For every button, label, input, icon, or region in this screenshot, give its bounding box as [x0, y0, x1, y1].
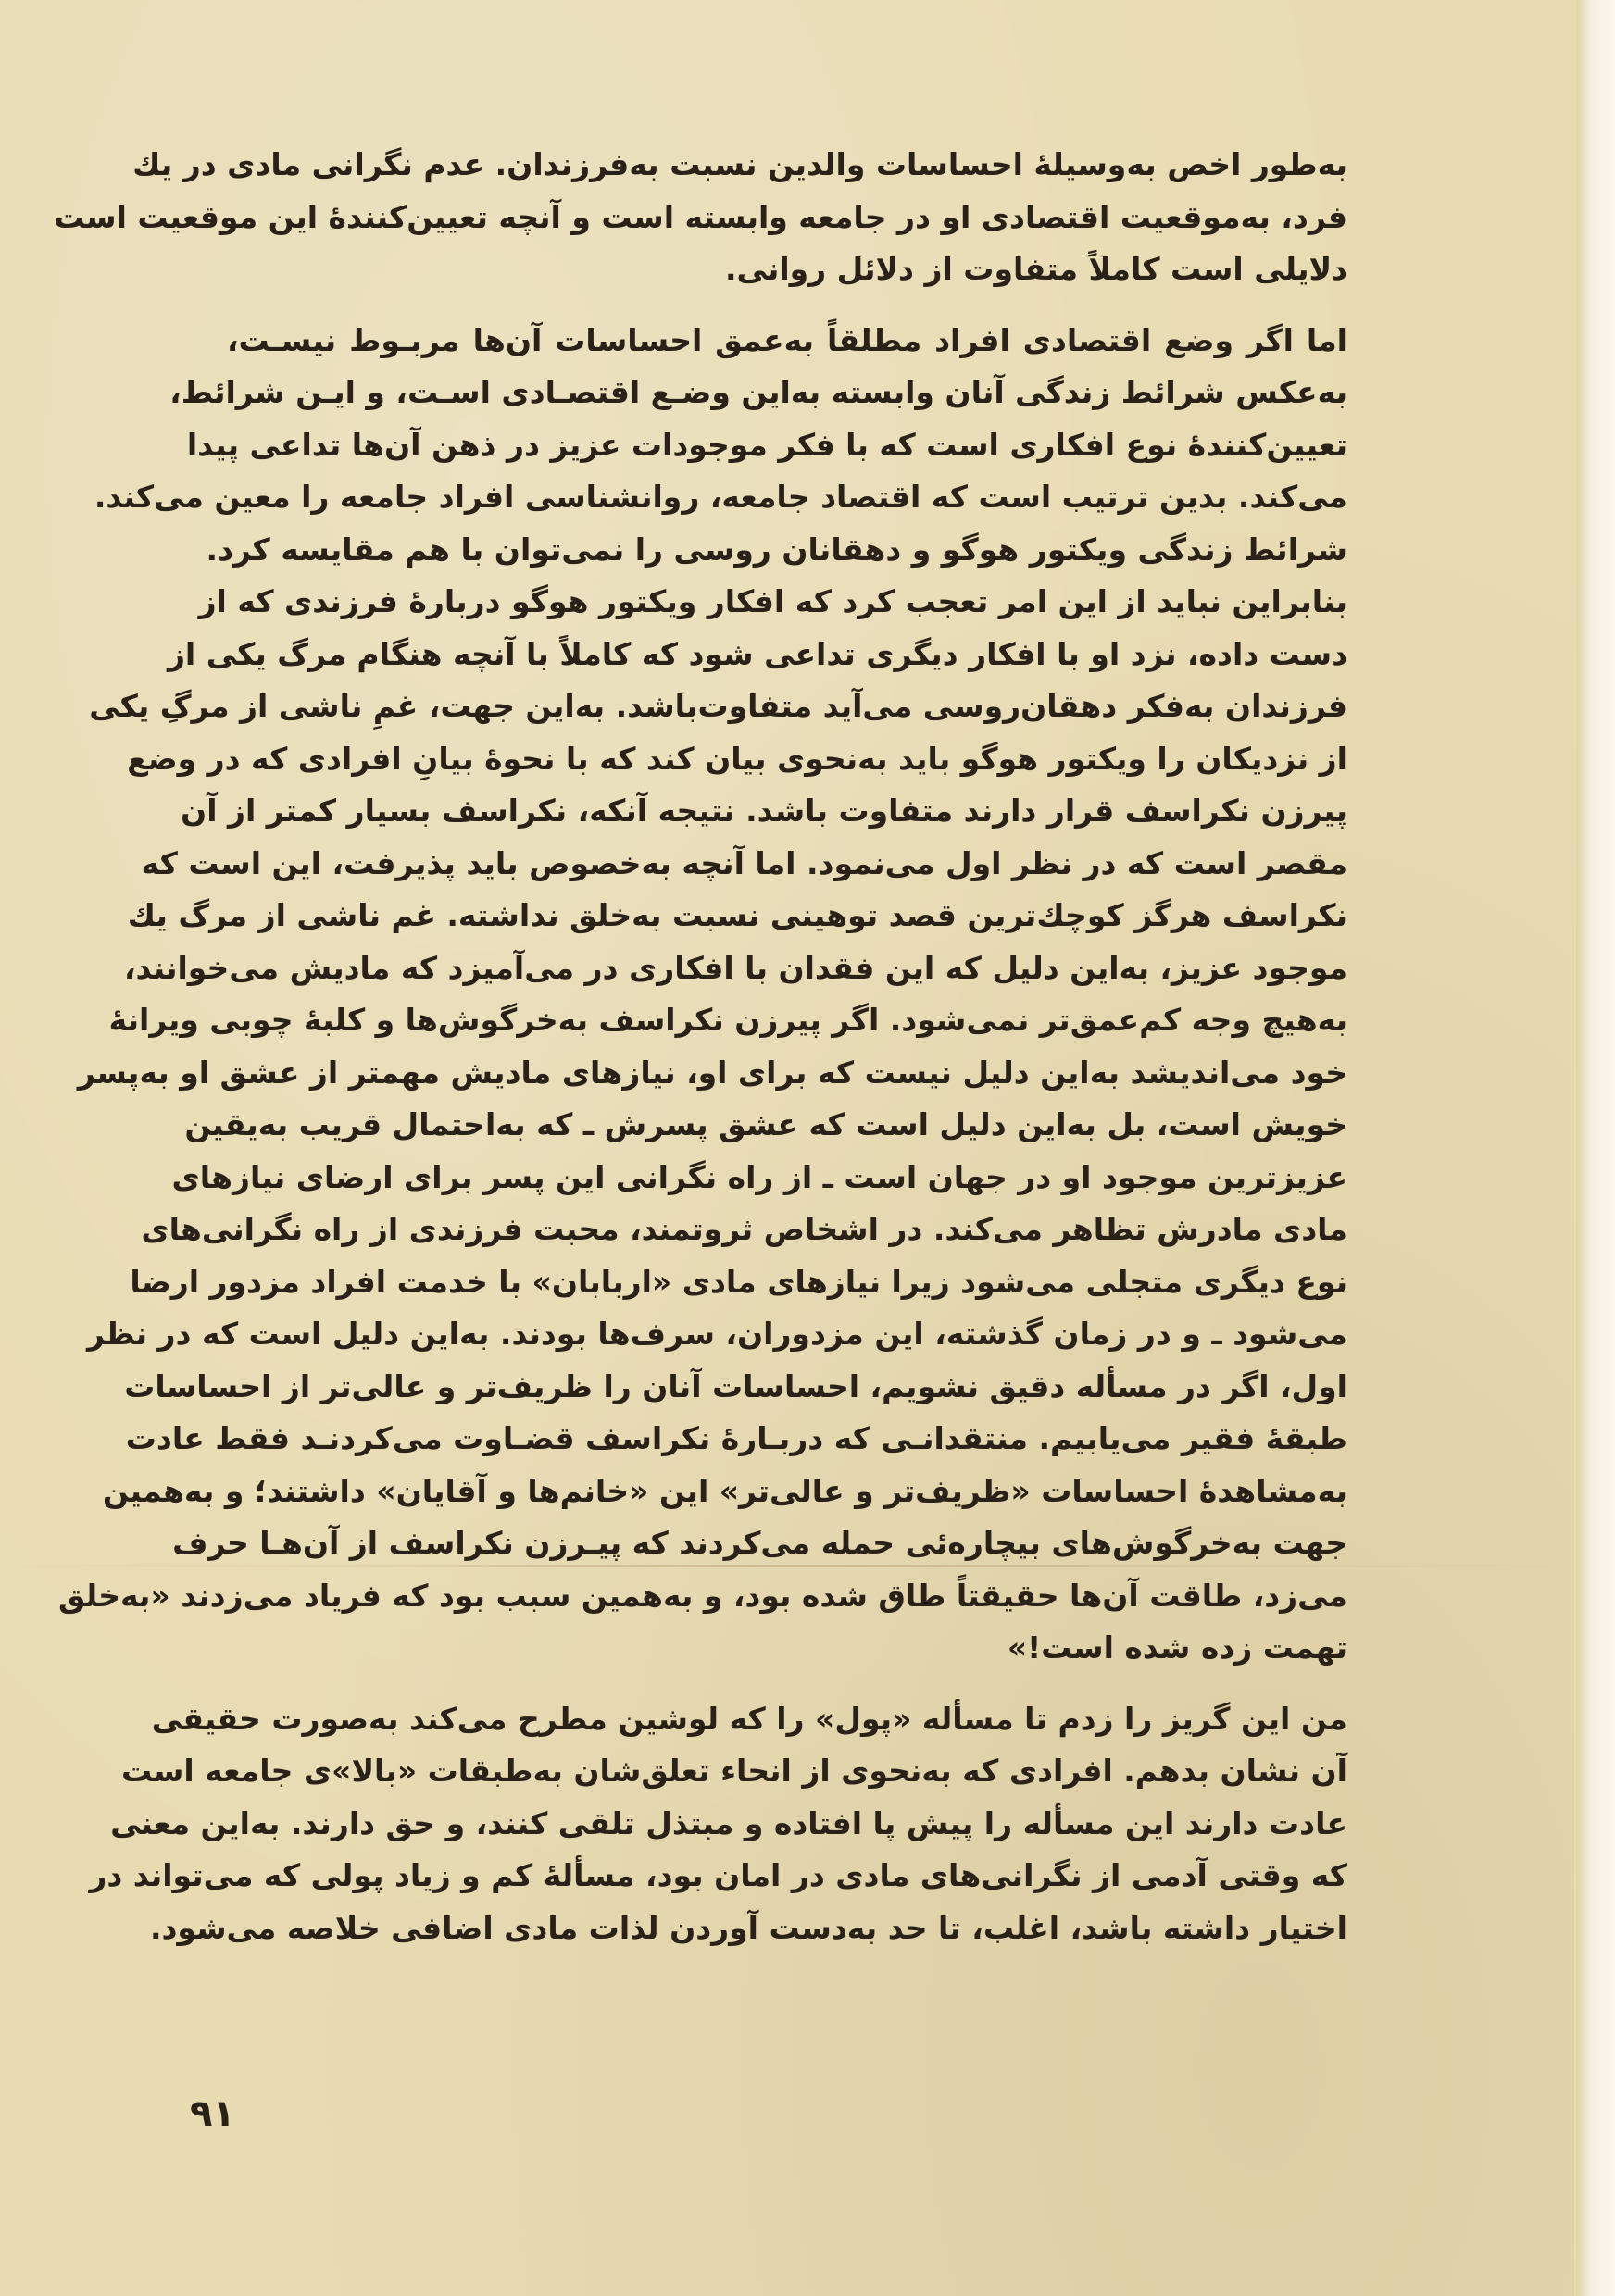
text-line: فرزندان به‌فکر دهقان‌روسی می‌آید متفاوت‌باشد. به‌این جهت، غمِ ناشی از مرگِ یکی — [89, 688, 1347, 724]
text-line: می‌شود ـ و در زمان گذشته، این مزدوران، سرف‌ها بودند. به‌این دلیل است که در نظر — [86, 1316, 1347, 1352]
text-line: من این گریز را زدم تا مسأله «پول» را که لوشین مطرح می‌کند به‌صورت حقیقی — [151, 1700, 1347, 1737]
scan-margin — [1576, 0, 1615, 2296]
paragraph-gap — [227, 296, 1347, 315]
text-line: آن نشان بدهم. افرادی که به‌نحوی از انحاء تعلق‌شان به‌طبقات «بالا»ی جامعه است — [120, 1753, 1347, 1789]
text-line: اما اگر وضع اقتصادی افراد مطلقاً به‌عمق احساسات آن‌ها مربـوط نیسـت، — [227, 321, 1347, 358]
text-line: مقصر است که در نظر اول می‌نمود. اما آنچه به‌خصوص باید پذیرفت، این است که — [141, 844, 1347, 881]
text-line: فرد، به‌موقعیت اقتصادی او در جامعه وابسته است و آنچه تعیین‌کنندهٔ این موقعیت است — [54, 198, 1347, 235]
text-line: نکراسف هرگز کوچك‌ترین قصد توهینی نسبت به‌خلق نداشته. غم ناشی از مرگ یك — [127, 897, 1347, 933]
text-line: پیرزن نکراسف قرار دارند متفاوت باشد. نتیجه آنکه، نکراسف بسیار کمتر از آن — [181, 792, 1347, 829]
text-line: که وقتی آدمی از نگرانی‌های مادی در امان بود، مسألهٔ کم و زیاد پولی که می‌تواند در — [89, 1857, 1347, 1893]
text-line: عزیزترین موجود او در جهان است ـ از راه نگرانی این پسر برای ارضای نیازهای — [171, 1158, 1347, 1195]
text-line: دلایلی است کاملاً متفاوت از دلائل روانی. — [725, 251, 1347, 287]
paragraph-gap — [227, 1675, 1347, 1693]
text-line: عادت دارند این مسأله را پیش پا افتاده و مبتذل تلقی کنند، و حق دارند. به‌این معنی — [110, 1804, 1347, 1841]
text-line: نوع دیگری متجلی می‌شود زیرا نیازهای مادی «اربابان» با خدمت افراد مزدور ارضا — [130, 1263, 1347, 1300]
text-line: خود می‌اندیشد به‌این دلیل نیست که برای او، نیازهای مادیش مهمتر از عشق او به‌پسر — [77, 1054, 1347, 1091]
text-line: شرائط زندگی ویکتور هوگو و دهقانان روسی را نمی‌توان با هم مقایسه کرد. — [206, 530, 1347, 568]
text-line: جهت به‌خرگوش‌های بیچاره‌ئی حمله می‌کردند که پیـرزن نکراسف از آن‌هـا حرف — [172, 1525, 1347, 1561]
body-text — [54, 139, 1347, 1954]
text-line: می‌زد، طاقت آن‌ها حقیقتاً طاق شده بود، و به‌همین سبب بود که فریاد می‌زدند «به‌خلق — [58, 1577, 1347, 1614]
text-line: خویش است، بل به‌این دلیل است که عشق پسرش ـ که به‌احتمال قریب به‌یقین — [184, 1106, 1347, 1142]
text-line: بنابراین نباید از این امر تعجب کرد که افکار ویکتور هوگو دربارهٔ فرزندی که از — [198, 583, 1347, 619]
text-line: به‌عکس شرائط زندگی آنان وابسته به‌این وضـع اقتصـادی اسـت، و ایـن شرائط، — [169, 374, 1347, 410]
page-number: ۹۱ — [190, 2092, 235, 2135]
text-line: تعیین‌کنندهٔ نوع افکاری است که با فکر موجودات عزیز در ذهن آن‌ها تداعی پیدا — [186, 426, 1347, 463]
text-line: به‌طور اخص به‌وسیلهٔ احساسات والدین نسبت به‌فرزندان. عدم نگرانی مادی در یك — [132, 146, 1347, 182]
text-line: دست داده، نزد او با افکار دیگری تداعی شود که کاملاً با آنچه هنگام مرگ یکی از — [167, 635, 1347, 672]
text-line: اول، اگر در مسأله دقیق نشویم، احساسات آنان را ظریف‌تر و عالی‌تر از احساسات — [124, 1367, 1347, 1404]
text-line: تهمت زده شده است!» — [1007, 1629, 1347, 1666]
text-line: اختیار داشته باشد، اغلب، تا حد به‌دست آوردن لذات مادی اضافی خلاصه می‌شود. — [149, 1909, 1347, 1946]
text-line: مادی مادرش تظاهر می‌کند. در اشخاص ثروتمند، محبت فرزندی از راه نگرانی‌های — [141, 1211, 1347, 1247]
text-line: موجود عزیز، به‌این دلیل که این فقدان با افکاری در می‌آمیزد که مادیش می‌خوانند، — [124, 949, 1347, 986]
text-line: به‌مشاهدهٔ احساسات «ظریف‌تر و عالی‌تر» این «خانم‌ها و آقایان» داشتند؛ و به‌همین — [102, 1472, 1347, 1509]
text-line: طبقهٔ فقیر می‌یابیم. منتقدانـی که دربـارهٔ نکراسف قضـاوت می‌کردنـد فقط عادت — [125, 1420, 1347, 1456]
text-line: از نزدیکان را ویکتور هوگو باید به‌نحوی بیان کند که با نحوهٔ بیانِ افرادی که در وضع — [127, 740, 1347, 777]
text-line: به‌هیچ وجه کم‌عمق‌تر نمی‌شود. اگر پیرزن نکراسف به‌خرگوش‌ها و کلبهٔ چوبی ویرانهٔ — [108, 1002, 1347, 1038]
text-line: می‌کند. بدین ترتیب است که اقتصاد جامعه، روانشناسی افراد جامعه را معین می‌کند. — [94, 479, 1347, 515]
